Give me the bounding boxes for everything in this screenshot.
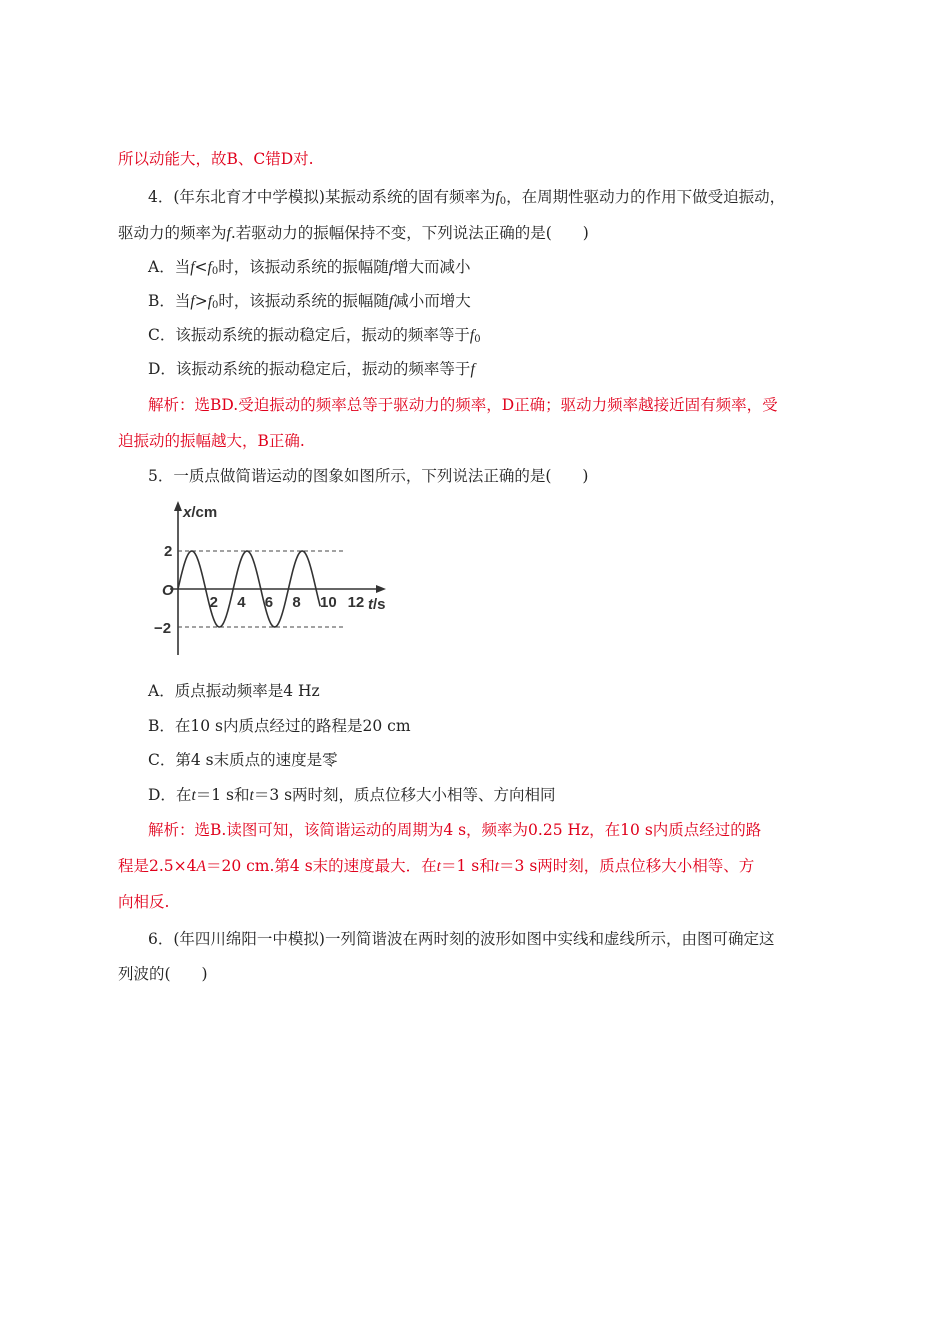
option-text: 减小而增大 <box>393 292 471 310</box>
answer-text: ＝20 cm.第4 s末的速度最大．在 <box>205 857 437 875</box>
q4-stem-line1 <box>148 186 785 213</box>
f-symbol: f <box>190 293 195 310</box>
option-text: ＝3 s两时刻，质点位移大小相等、方向相同 <box>253 786 556 804</box>
q4-option-b <box>148 290 471 317</box>
f-symbol: f <box>470 361 475 378</box>
q6-stem-line1: 6．(年四川绵阳一中模拟)一列简谐波在两时刻的波形如图中实线和虚线所示，由图可确定这 <box>148 930 775 948</box>
x-tick-label: 10 <box>320 594 337 611</box>
x-tick-label: 2 <box>209 594 218 611</box>
option-text: 增大而减小 <box>393 258 471 276</box>
f-symbol: f <box>388 259 394 276</box>
option-text: D．该振动系统的振动稳定后，振动的频率等于 <box>148 360 471 378</box>
q4-option-d <box>148 358 475 381</box>
y-axis-label: x/cm <box>183 504 218 521</box>
answer-text: ＝3 s两时刻，质点位移大小相等、方 <box>499 857 755 875</box>
q5-option-d <box>148 784 556 807</box>
option-text: A．当 <box>148 258 191 276</box>
f0-subscript: 0 <box>212 300 219 311</box>
x-tick-label: 4 <box>237 594 246 611</box>
q4-stem-text: ，在周期性驱动力的作用下做受迫振动， <box>506 188 786 206</box>
answer-text: ＝1 s和 <box>440 857 495 875</box>
q5-option-a: A．质点振动频率是4 Hz <box>148 682 320 700</box>
q4-stem-text: 驱动力的频率为 <box>118 224 227 242</box>
f0-subscript: 0 <box>211 266 219 277</box>
x-axis-label: t/s <box>368 596 386 613</box>
f-symbol: f <box>190 259 195 276</box>
t-symbol: t <box>191 787 196 804</box>
q4-stem-text: 4．(年东北育才中学模拟)某振动系统的固有频率为 <box>148 188 496 206</box>
q3-answer-tail: 所以动能大，故B、C错D对. <box>118 150 314 168</box>
option-text: B．当 <box>148 292 191 310</box>
f0-subscript: 0 <box>474 334 481 345</box>
y-axis-arrow <box>174 501 182 511</box>
f0-symbol: f <box>207 293 213 310</box>
t-symbol: t <box>436 858 441 875</box>
q5-answer-line2 <box>118 855 754 878</box>
answer-text: 程是2.5×4 <box>118 857 197 875</box>
q4-stem-text: .若驱动力的振幅保持不变，下列说法正确的是( ) <box>230 224 589 242</box>
option-text: D．在 <box>148 786 192 804</box>
x-tick-label: 12 <box>347 594 365 611</box>
q4-option-c <box>148 324 481 351</box>
x-tick-label: 6 <box>264 594 274 611</box>
f0-subscript: 0 <box>499 196 507 207</box>
t-symbol: t <box>249 787 254 804</box>
option-text: 时，该振动系统的振幅随 <box>218 292 389 310</box>
option-text: C．该振动系统的振动稳定后，振动的频率等于 <box>148 326 470 344</box>
less-than: < <box>194 258 208 276</box>
q5-stem: 5．一质点做简谐运动的图象如图所示，下列说法正确的是( ) <box>148 467 589 485</box>
f0-symbol: f <box>495 189 500 206</box>
t-symbol: t <box>494 858 500 875</box>
q6-stem-line2: 列波的( ) <box>118 965 208 983</box>
q4-answer-line2: 迫振动的振幅越大，B正确. <box>118 432 305 450</box>
f-symbol: f <box>226 225 231 242</box>
f0-symbol: f <box>207 259 212 276</box>
q4-option-a <box>148 256 471 283</box>
greater-than: > <box>194 292 208 310</box>
option-text: 时，该振动系统的振幅随 <box>218 258 389 276</box>
f0-symbol: f <box>469 327 475 344</box>
q5-option-c: C．第4 s末质点的速度是零 <box>148 751 338 769</box>
y-tick-label: 2 <box>164 543 173 560</box>
option-text: ＝1 s和 <box>195 786 250 804</box>
q4-answer-line1: 解析：选BD.受迫振动的频率总等于驱动力的频率，D正确；驱动力频率越接近固有频率，受 <box>148 396 778 414</box>
q5-answer-line1: 解析：选B.读图可知，该简谐运动的周期为4 s，频率为0.25 Hz，在10 s内质点经过的路 <box>148 821 762 839</box>
oscillation-graph <box>150 495 395 660</box>
x-tick-label: 8 <box>292 594 301 611</box>
y-tick-label: −2 <box>154 620 172 637</box>
amplitude-symbol: A <box>196 858 206 875</box>
q5-answer-line3: 向相反. <box>118 893 170 911</box>
f-symbol: f <box>388 293 394 310</box>
origin-label: O <box>162 582 174 599</box>
x-axis-arrow <box>376 585 386 593</box>
q4-stem-line2 <box>118 222 589 245</box>
q5-option-b: B．在10 s内质点经过的路程是20 cm <box>148 717 411 735</box>
